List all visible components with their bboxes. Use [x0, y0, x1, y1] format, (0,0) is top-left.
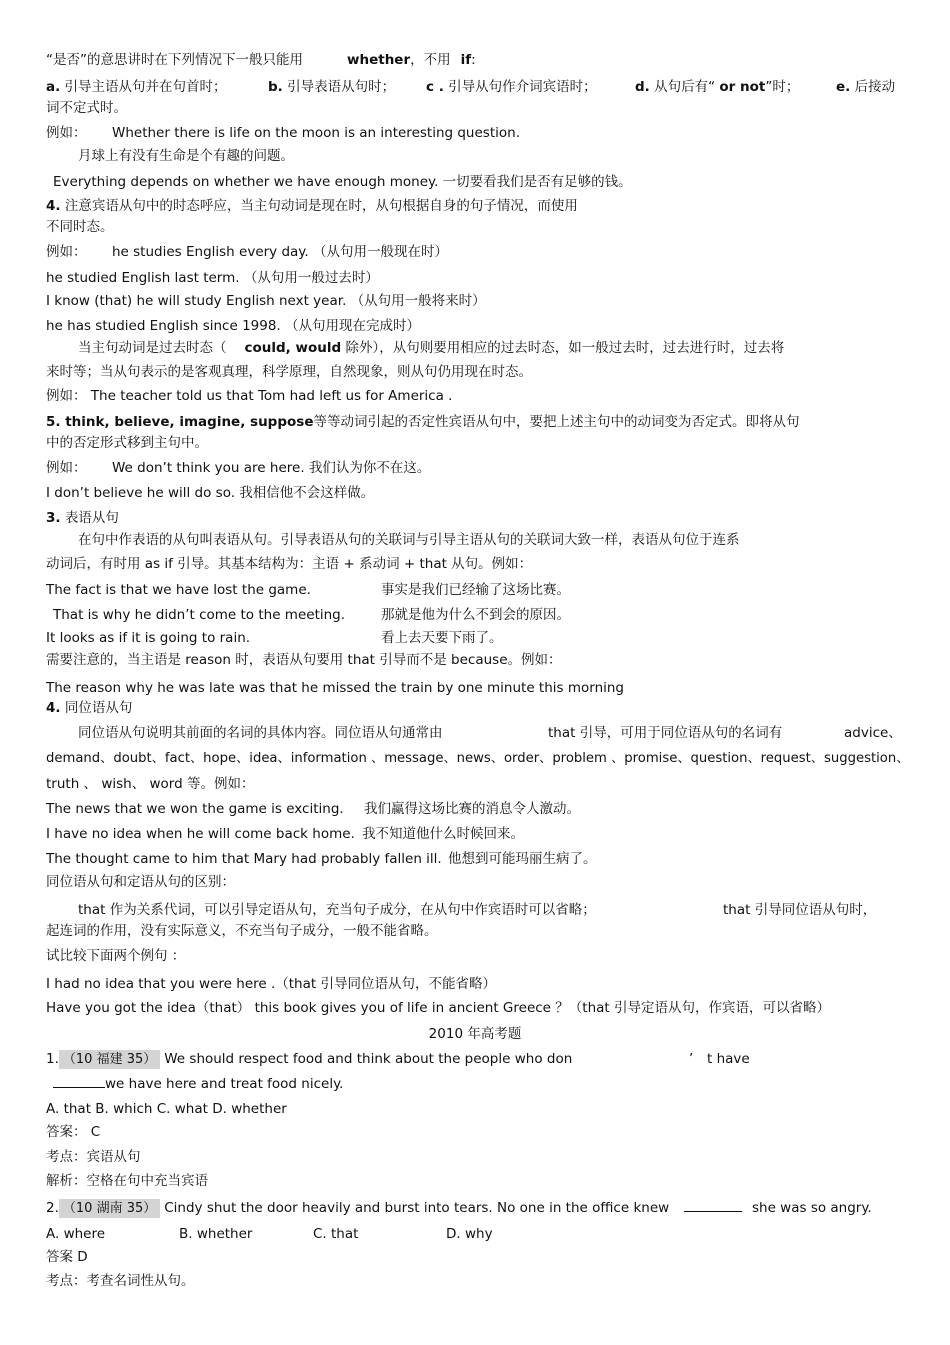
text-line: 在句中作表语的从句叫表语从句。引导表语从句的关联词与引导主语从句的关联词大致一样，表语从句位于连系: [78, 532, 740, 548]
analysis-line: 解析：空格在句中充当宾语: [46, 1173, 208, 1189]
past-tense-rule: 当主句动词是过去时态（ could, would 除外），从句则要用相应的过去时态，如一般过去时，过去进行时，过去将: [78, 340, 785, 356]
text-line: 不同时态。: [46, 219, 114, 235]
answer-line: 答案： C: [46, 1124, 101, 1140]
exam-section-heading: 2010 年高考题: [428, 1026, 522, 1042]
section-heading-appositive: 4. 同位语从句: [46, 700, 133, 716]
text-line: 词不定式时。: [46, 100, 127, 116]
whether-usage-intro: “是否”的意思讲时在下列情况下一般只能用 whether，不用 if:: [46, 52, 476, 68]
question-source-tag: （10 福建 35）: [59, 1050, 160, 1069]
text-line: 中的否定形式移到主句中。: [46, 435, 208, 451]
question-2-options: A. where B. whether C. that D. why: [46, 1226, 493, 1242]
question-2: 2. （10 湖南 35） Cindy shut the door heavily and burst into tears. No one in the office knew she was so angry.: [46, 1200, 872, 1216]
example-line: The reason why he was late was that he missed the train by one minute this morning: [46, 680, 624, 696]
example-line: he has studied English since 1998. （从句用现在完成时）: [46, 318, 421, 334]
text-line: truth 、 wish、 word 等。例如：: [46, 776, 255, 792]
example-line: 例如： The teacher told us that Tom had left us for America .: [46, 388, 453, 404]
whether-cases-list: a. 引导主语从句并在句首时； b. 引导表语从句时； c . 引导从句作介词宾语时； d. 从句后有“ or not”时； e. 后接动: [46, 79, 896, 95]
text-line: 动词后，有时用 as if 引导。其基本结构为：主语 + 系动词 + that 从句。例如：: [46, 556, 533, 572]
example-line: I don’t believe he will do so. 我相信他不会这样做。: [46, 485, 375, 501]
question-1: 1. （10 福建 35） We should respect food and think about the people who don ’ t have: [46, 1051, 750, 1067]
answer-line: 答案 D: [46, 1249, 88, 1265]
example-line: I have no idea when he will come back home. 我不知道他什么时候回来。: [46, 826, 524, 842]
text-line: 同位语从句和定语从句的区别：: [46, 874, 235, 890]
comparison-rule: that 作为关系代词，可以引导定语从句，充当句子成分，在从句中作宾语时可以省略； that 引导同位语从句时，: [78, 902, 877, 918]
example-line: I know (that) he will study English next year. （从句用一般将来时）: [46, 293, 486, 309]
example-line: The news that we won the game is exciting. 我们赢得这场比赛的消息令人激动。: [46, 801, 580, 817]
topic-line: 考点：宾语从句: [46, 1149, 141, 1165]
example-line: Everything depends on whether we have enough money. 一切要看我们是否有足够的钱。: [53, 174, 632, 190]
example-line: Have you got the idea（that） this book gives you of life in ancient Greece ？（that 引导定语从句，作宾语，可以省略）: [46, 1000, 830, 1016]
rule-5-heading: 5. think, believe, imagine, suppose等等动词引起的否定性宾语从句中，要把上述主句中的动词变为否定式。即将从句: [46, 414, 800, 430]
topic-line: 考点：考查名词性从句。: [46, 1273, 195, 1289]
example-line: The thought came to him that Mary had probably fallen ill. 他想到可能玛丽生病了。: [46, 851, 597, 867]
text-line: 试比较下面两个例句 ：: [46, 948, 186, 964]
example-line: 例如： he studies English every day. （从句用一般现在时）: [46, 244, 448, 260]
example-line: That is why he didn’t come to the meeting. 那就是他为什么不到会的原因。: [53, 607, 570, 623]
example-line: he studied English last term. （从句用一般过去时）: [46, 270, 379, 286]
question-1-continued: we have here and treat food nicely.: [53, 1075, 910, 1093]
example-line: The fact is that we have lost the game. 事实是我们已经输了这场比赛。: [46, 582, 570, 598]
section-heading-predicative: 3. 表语从句: [46, 510, 119, 526]
appositive-intro: 同位语从句说明其前面的名词的具体内容。同位语从句通常由 that 引导，可用于同位语从句的名词有 advice、: [78, 725, 902, 741]
rule-4-heading: 4. 注意宾语从句中的时态呼应，当主句动词是现在时，从句根据自身的句子情况，而使用: [46, 198, 578, 214]
example-line: It looks as if it is going to rain. 看上去天要下雨了。: [46, 630, 503, 646]
noun-list: demand、doubt、fact、hope、idea、information 、message、news、order、problem 、promise、question、request、suggestion、: [46, 751, 910, 766]
text-line: 需要注意的，当主语是 reason 时，表语从句要用 that 引导而不是 because。例如：: [46, 652, 562, 668]
answer-blank[interactable]: [53, 1075, 105, 1088]
question-source-tag: （10 湖南 35）: [59, 1199, 160, 1218]
text-line: 来时等；当从句表示的是客观真理，科学原理，自然现象，则从句仍用现在时态。: [46, 364, 532, 380]
answer-blank[interactable]: [684, 1199, 742, 1212]
question-1-options: A. that B. which C. what D. whether: [46, 1101, 287, 1117]
translation-line: 月球上有没有生命是个有趣的问题。: [78, 148, 294, 164]
example-line: I had no idea that you were here .（that 引导同位语从句，不能省略）: [46, 976, 496, 992]
example-line: 例如： We don’t think you are here. 我们认为你不在这。: [46, 460, 431, 476]
example-line: 例如： Whether there is life on the moon is an interesting question.: [46, 125, 520, 141]
text-line: 起连词的作用，没有实际意义，不充当句子成分，一般不能省略。: [46, 923, 438, 939]
